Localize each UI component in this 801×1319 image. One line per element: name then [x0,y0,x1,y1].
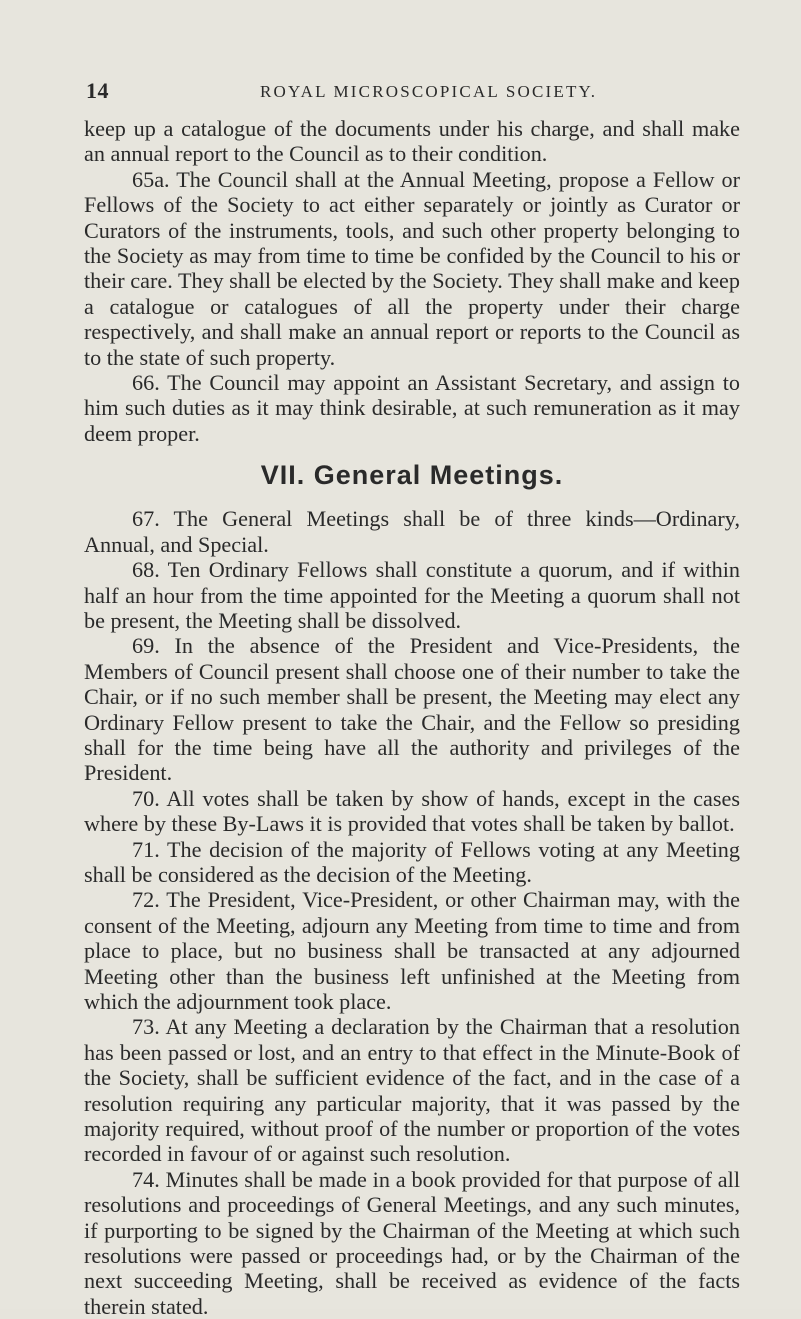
running-title: ROYAL MICROSCOPICAL SOCIETY. [260,82,598,101]
paragraph-73: 73. At any Meeting a declaration by the Chairman that a resolution has been passed or lost, and an entry to that effect in the Minute-Book of the Society, shall be sufficient evidence of the fact, and in the case of a resolution requiring any particular majority, that it was passed by the majority required, without proof of the number or proportion of the votes recorded in favour of or against such resolution. [84,1014,740,1167]
page-header [84,78,740,104]
section-heading: VII. General Meetings. [260,460,564,491]
paragraph-74: 74. Minutes shall be made in a book provided for that purpose of all resolutions and proceedings of General Meetings, and any such minutes, if purporting to be signed by the Chairman of the Meeting at which such resolutions were passed or proceedings had, or by the Chairman of the next succeeding Meeting, shall be received as evidence of the facts therein stated. [84,1166,740,1319]
paragraph-72: 72. The President, Vice-President, or other Chairman may, with the consent of the Meeting, adjourn any Meeting from time to time and from place to place, but no business shall be transacted at any adjourned Meeting other than the business left unfinished at the Meeting from which the adjournment took place. [84,887,740,1014]
body-text [84,116,740,1319]
paragraph-69: 69. In the absence of the President and Vice-Presidents, the Members of Council present shall choose one of their number to take the Chair, or if no such member shall be present, the Meeting may elect any Ordinary Fellow present to take the Chair, and the Fellow so presiding shall for the time being have all the authority and privileges of the President. [84,633,740,786]
paragraph-70: 70. All votes shall be taken by show of hands, except in the cases where by these By-Laws it is provided that votes shall be taken by ballot. [84,785,740,837]
paragraph-71: 71. The decision of the majority of Fellows voting at any Meeting shall be considered as the decision of the Meeting. [84,836,740,887]
paragraph-continued: keep up a catalogue of the documents under his charge, and shall make an annual report to the Council as to their condition. [84,116,740,167]
paragraph-67: 67. The General Meetings shall be of three kinds—Ordinary, Annual, and Special. [84,506,740,557]
page-number: 14 [86,78,109,103]
paragraph-65a: 65a. The Council shall at the Annual Meeting, propose a Fellow or Fellows of the Society to act either separately or jointly as Curator or Curators of the instruments, tools, and such other property belonging to the Society as may from time to time be confided by the Council to his or their care. They shall be elected by the Society. They shall make and keep a catalogue or catalogues of all the property under their charge respectively, and shall make an annual report or reports to the Council as to the state of such property. [84,166,740,370]
paragraph-66: 66. The Council may appoint an Assistant Secretary, and assign to him such duties as it may think desirable, at such remuneration as it may deem proper. [84,370,740,446]
paragraph-68: 68. Ten Ordinary Fellows shall constitute a quorum, and if within half an hour from the time appointed for the Meeting a quorum shall not be present, the Meeting shall be dissolved. [84,557,740,633]
